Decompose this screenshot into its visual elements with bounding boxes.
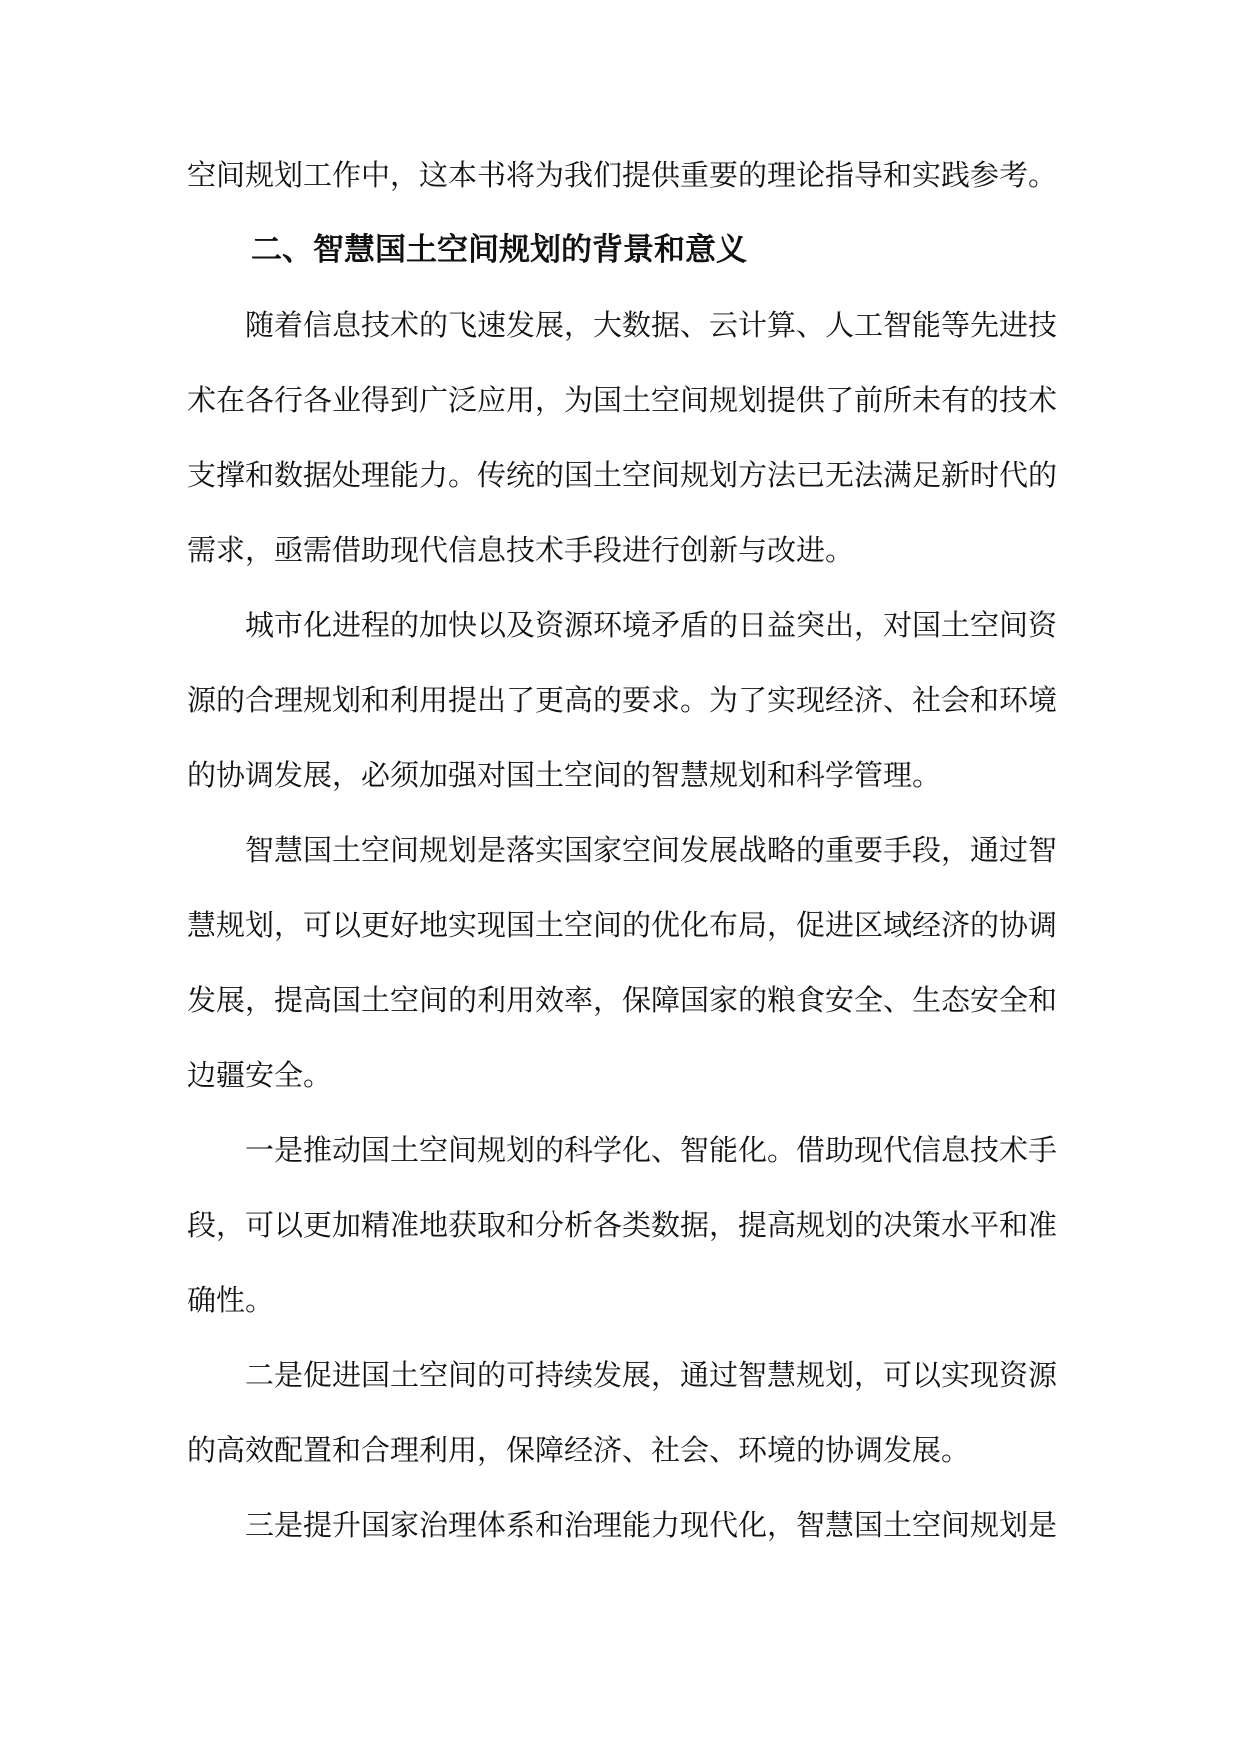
- text-line: 确性。: [187, 1283, 275, 1317]
- text-line: 支撑和数据处理能力。传统的国土空间规划方法已无法满足新时代的: [187, 458, 1058, 492]
- text-line: 需求，亟需借助现代信息技术手段进行创新与改进。: [187, 533, 855, 567]
- text-line: 慧规划，可以更好地实现国土空间的优化布局，促进区域经济的协调: [187, 908, 1058, 942]
- text-line: 随着信息技术的飞速发展，大数据、云计算、人工智能等先进技: [245, 308, 1058, 342]
- text-line: 段，可以更加精准地获取和分析各类数据，提高规划的决策水平和准: [187, 1208, 1058, 1242]
- text-line: 二是促进国土空间的可持续发展，通过智慧规划，可以实现资源: [245, 1358, 1058, 1392]
- text-line: 术在各行各业得到广泛应用，为国土空间规划提供了前所未有的技术: [187, 383, 1058, 417]
- text-line: 的协调发展，必须加强对国土空间的智慧规划和科学管理。: [187, 758, 942, 792]
- text-line: 空间规划工作中，这本书将为我们提供重要的理论指导和实践参考。: [187, 158, 1058, 192]
- text-line: 城市化进程的加快以及资源环境矛盾的日益突出，对国土空间资: [245, 608, 1058, 642]
- text-line: 智慧国土空间规划是落实国家空间发展战略的重要手段，通过智: [245, 833, 1058, 867]
- text-line: 发展，提高国土空间的利用效率，保障国家的粮食安全、生态安全和: [187, 983, 1058, 1017]
- text-line: 源的合理规划和利用提出了更高的要求。为了实现经济、社会和环境: [187, 683, 1058, 717]
- section-heading: 二、智慧国土空间规划的背景和意义: [251, 232, 747, 268]
- text-line: 边疆安全。: [187, 1058, 333, 1092]
- document-page: [187, 138, 1058, 1563]
- text-line: 一是推动国土空间规划的科学化、智能化。借助现代信息技术手: [245, 1133, 1058, 1167]
- text-line: 三是提升国家治理体系和治理能力现代化，智慧国土空间规划是: [245, 1508, 1058, 1542]
- text-line: 的高效配置和合理利用，保障经济、社会、环境的协调发展。: [187, 1433, 971, 1467]
